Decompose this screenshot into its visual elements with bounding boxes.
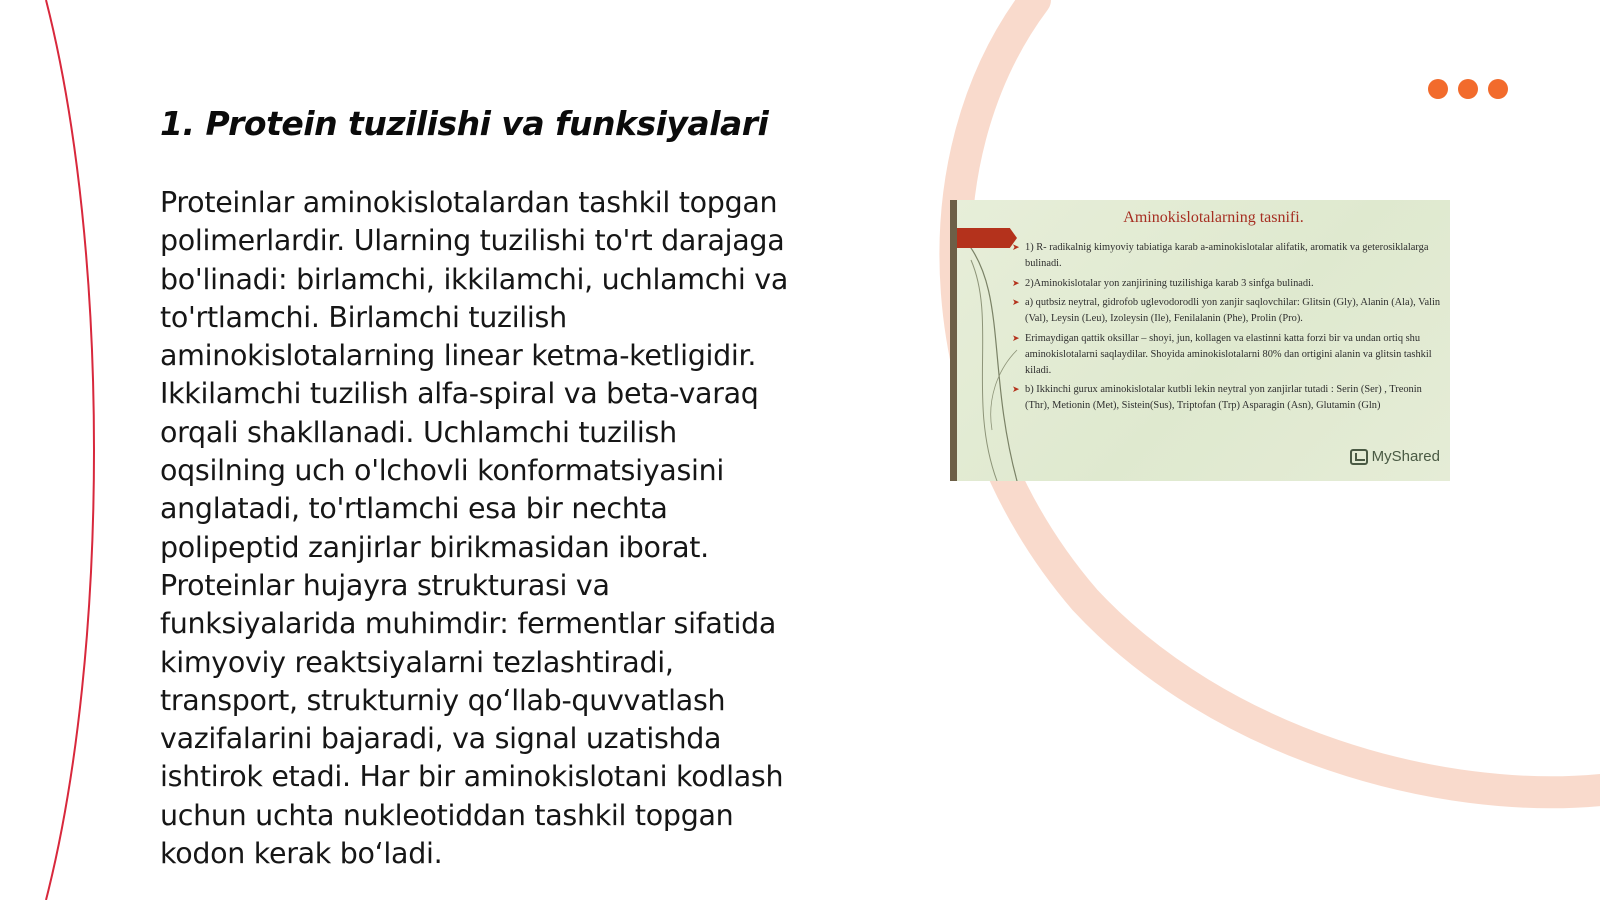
body-line: bo'linadi: birlamchi, ikkilamchi, uchlamchi va: [160, 262, 788, 296]
myshared-watermark: [1350, 448, 1440, 465]
embedded-slide-image: [950, 200, 1450, 481]
image-heading: Aminokislotalarning tasnifi.: [1123, 209, 1304, 226]
image-item-list: [1012, 240, 1442, 418]
left-accent-line: [46, 0, 94, 900]
body-line: polimerlardir. Ularning tuzilishi to'rt darajaga: [160, 224, 785, 258]
slide-body-text: [160, 184, 850, 873]
image-list-item: ➤ Erimaydigan qattik oksillar – shoyi, jun, kollagen va elastinni katta forzi bir va undan ortiq shu aminokislotalarni saqlaydilar. Shoyida aminokislotalarni 80% dan ortigini alanin va glitsin tashkil kiladi.: [1012, 331, 1442, 378]
body-line: vazifalarini bajaradi, va signal uzatishda: [160, 722, 722, 756]
body-line: ishtirok etadi. Har bir aminokislotani kodlash: [160, 760, 784, 794]
body-line: to'rtlamchi. Birlamchi tuzilish: [160, 300, 567, 334]
body-line: funksiyalarida muhimdir: fermentlar sifatida: [160, 607, 777, 641]
body-line: aminokislotalarning linear ketma-ketligidir.: [160, 339, 757, 373]
dot-3: [1488, 79, 1508, 99]
image-list-item: ➤ 1) R- radikalnig kimyoviy tabiatiga karab a-aminokislotalar alifatik, aromatik va geterosiklalarga bulinadi.: [1012, 240, 1442, 272]
dot-2: [1458, 79, 1478, 99]
body-line: anglatadi, to'rtlamchi esa bir nechta: [160, 492, 668, 526]
red-arrow-tab: [957, 228, 1017, 248]
body-line: kimyoviy reaktsiyalarni tezlashtiradi,: [160, 645, 674, 679]
image-list-item: ➤ a) qutbsiz neytral, gidrofob uglevodorodli yon zanjir saqlovchilar: Glitsin (Gly), Alanin (Ala), Valin (Val), Leysin (Leu), Izoleysin (Ile), Fenilalanin (Phe), Prolin (Pro).: [1012, 295, 1442, 327]
image-list-item: ➤ 2)Aminokislotalar yon zanjirining tuzilishiga karab 3 sinfga bulinadi.: [1012, 276, 1442, 292]
body-line: kodon kerak bo‘ladi.: [160, 837, 443, 871]
image-list-item: ➤ b) Ikkinchi gurux aminokislotalar kutbli lekin neytral yon zanjirlar tutadi : Serin (Ser) , Treonin (Thr), Metionin (Met), Sistein(Sus), Triptofan (Trp) Asparagin (Asn), Glutamin (Gln): [1012, 382, 1442, 414]
watermark-text: MyShared: [1371, 448, 1440, 465]
body-line: oqsilning uch o'lchovli konformatsiyasini: [160, 454, 725, 488]
body-line: uchun uchta nukleotiddan tashkil topgan: [160, 798, 734, 832]
body-line: polipeptid zanjirlar birikmasidan iborat.: [160, 530, 709, 564]
body-line: orqali shakllanadi. Uchlamchi tuzilish: [160, 415, 677, 449]
body-line: Proteinlar hujayra strukturasi va: [160, 568, 610, 602]
body-line: transport, strukturniy qo‘llab-quvvatlash: [160, 683, 726, 717]
myshared-logo-icon: [1350, 449, 1368, 465]
dot-1: [1428, 79, 1448, 99]
body-line: Ikkilamchi tuzilish alfa-spiral va beta-varaq: [160, 377, 759, 411]
body-line: Proteinlar aminokislotalardan tashkil topgan: [160, 186, 778, 219]
more-dots-icon: [1428, 79, 1508, 99]
slide-title: 1. Protein tuzilishi va funksiyalari: [160, 104, 769, 143]
